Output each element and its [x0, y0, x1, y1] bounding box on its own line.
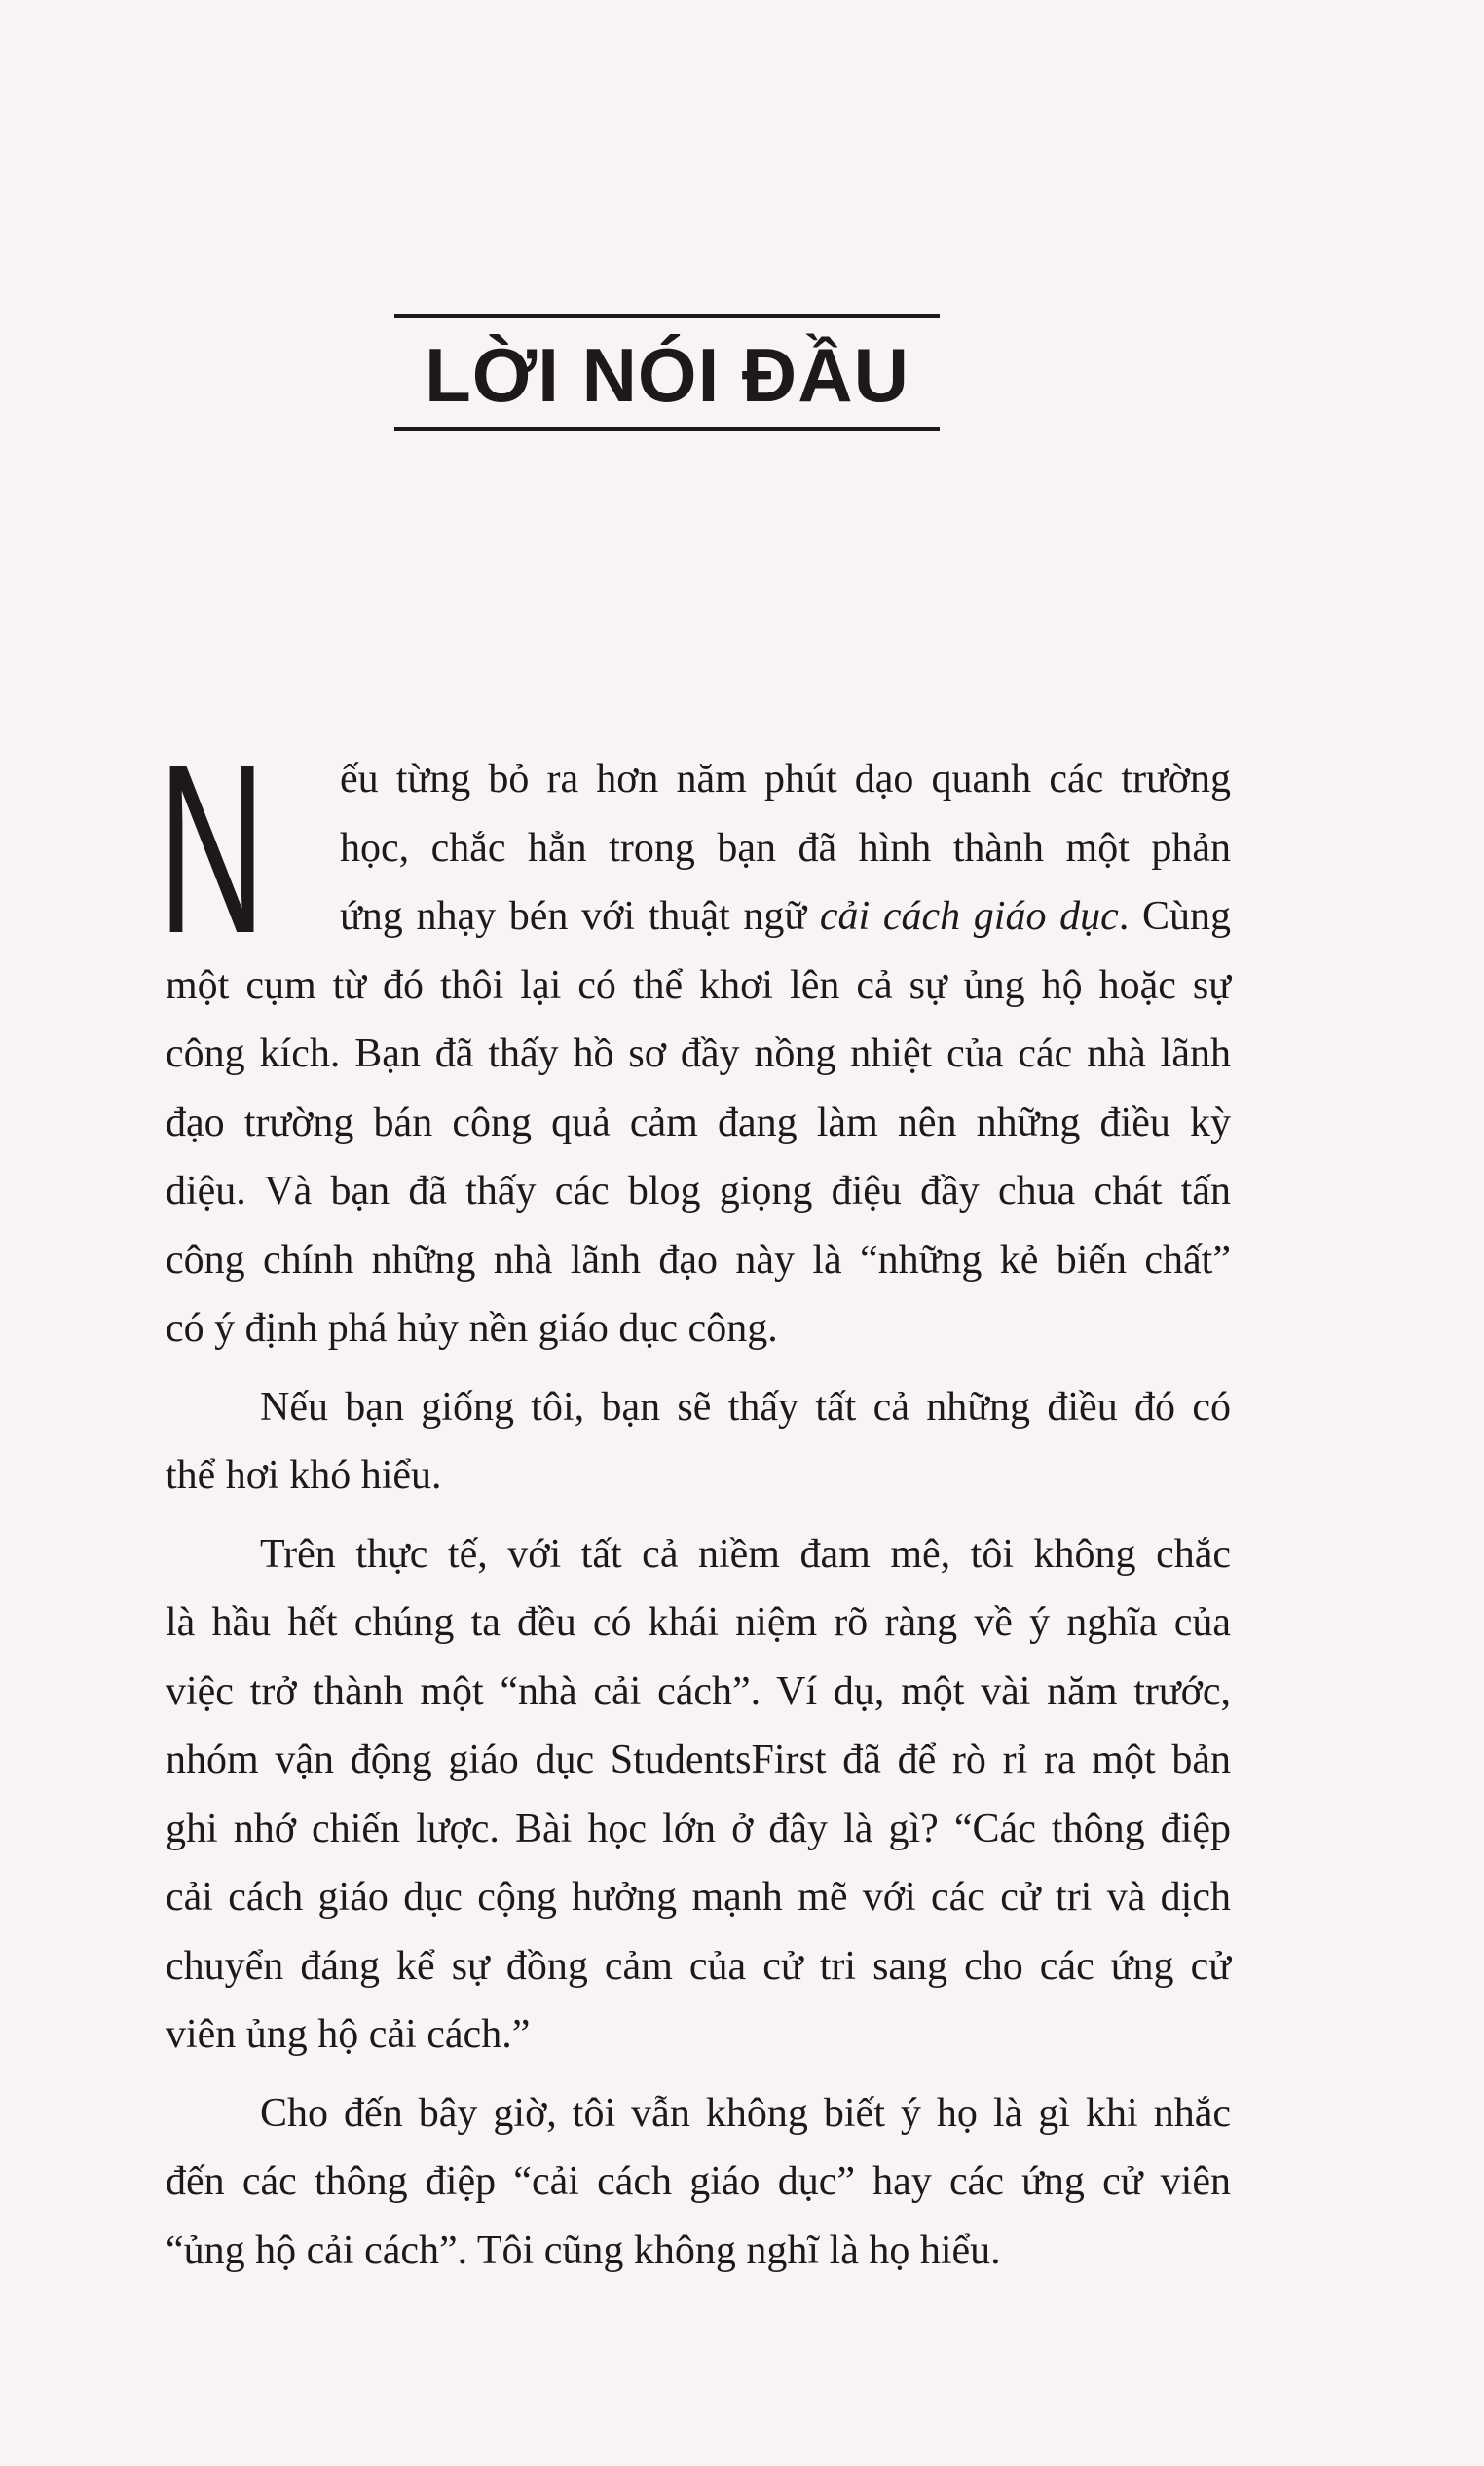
text-line: cải cách giáo dục cộng hưởng mạnh mẽ với các cử tri và dịch [166, 1875, 1231, 1920]
title-rule-bottom [394, 427, 940, 431]
chapter-title: LỜI NÓI ĐẦU [425, 332, 909, 418]
text-line: diệu. Và bạn đã thấy các blog giọng điệu đầy chua chát tấn [166, 1169, 1231, 1214]
text-line: công chính những nhà lãnh đạo này là “những kẻ biến chất” [166, 1237, 1231, 1283]
text-segment: . Cùng [1118, 894, 1232, 939]
text-line: ếu từng bỏ ra hơn năm phút dạo quanh các trường [340, 757, 1231, 802]
text-segment: ứng nhạy bén với thuật ngữ [340, 894, 820, 939]
text-line: công kích. Bạn đã thấy hồ sơ đầy nồng nhiệt của các nhà lãnh [166, 1031, 1231, 1076]
text-line: việc trở thành một “nhà cải cách”. Ví dụ, một vài năm trước, [166, 1668, 1231, 1714]
text-line: học, chắc hẳn trong bạn đã hình thành một phản [340, 825, 1231, 871]
paragraph [166, 1520, 1231, 2070]
text-line: nhóm vận động giáo dục StudentsFirst đã để rò rỉ ra một bản [166, 1737, 1231, 1782]
text-line: một cụm từ đó thôi lại có thể khơi lên cả sự ủng hộ hoặc sự [166, 962, 1231, 1008]
text-line: viên ủng hộ cải cách.” [166, 2012, 531, 2057]
title-rule-top [394, 314, 940, 318]
text-line: “ủng hộ cải cách”. Tôi cũng không nghĩ là họ hiểu. [166, 2227, 1001, 2273]
text-line: ghi nhớ chiến lược. Bài học lớn ở đây là gì? “Các thông điệp [166, 1806, 1231, 1851]
paragraph [166, 1373, 1231, 1511]
text-line: thể hơi khó hiểu. [166, 1453, 442, 1498]
drop-cap: N [158, 713, 267, 984]
text-line: Nếu bạn giống tôi, bạn sẽ thấy tất cả những điều đó có [260, 1384, 1231, 1430]
text-line: Cho đến bây giờ, tôi vẫn không biết ý họ là gì khi nhắc [260, 2090, 1231, 2136]
paragraph [166, 2079, 1231, 2286]
text-line [340, 882, 1231, 952]
text-line: chuyển đáng kể sự đồng cảm của cử tri sang cho các ứng cử [166, 1943, 1231, 1989]
text-line: đạo trường bán công quả cảm đang làm nên những điều kỳ [166, 1100, 1231, 1145]
text-line: đến các thông điệp “cải cách giáo dục” hay các ứng cử viên [166, 2159, 1231, 2204]
paragraph [158, 713, 1232, 1364]
text-line: có ý định phá hủy nền giáo dục công. [166, 1306, 778, 1351]
italic-term: cải cách giáo dục [819, 894, 1119, 939]
text-line: Trên thực tế, với tất cả niềm đam mê, tôi không chắc [260, 1531, 1231, 1577]
text-line: là hầu hết chúng ta đều có khái niệm rõ ràng về ý nghĩa của [166, 1600, 1231, 1645]
body-text [158, 713, 1232, 2295]
